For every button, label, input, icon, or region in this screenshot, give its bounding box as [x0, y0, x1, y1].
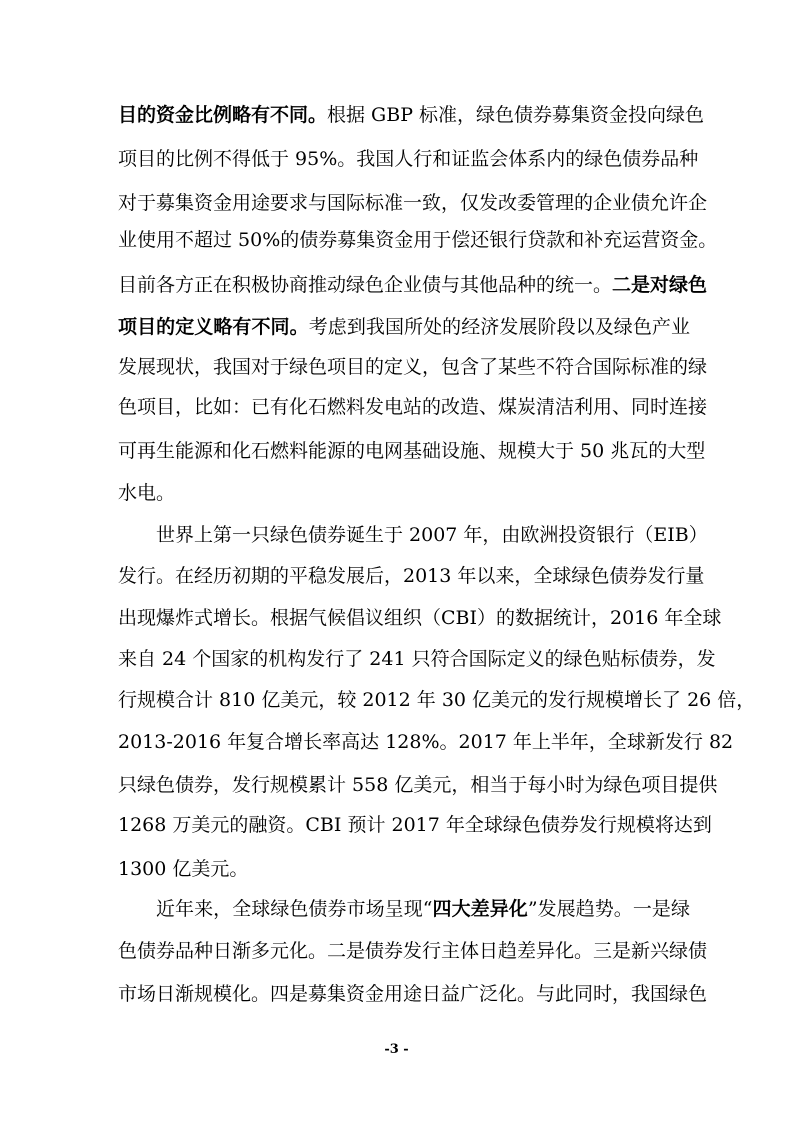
line-text: 只绿色债券，发行规模累计 558 亿美元，相当于每小时为绿色项目提供: [118, 774, 718, 796]
line-text: 可再生能源和化石燃料能源的电网基础设施、规模大于 50 兆瓦的大型: [118, 440, 706, 462]
paragraph-2-line-1: [156, 521, 708, 549]
paragraph-3-line-3: [118, 980, 708, 1008]
bold-heading-project-definition: 项目的定义略有不同。: [118, 316, 309, 338]
line-text: 业使用不超过 50%的债券募集资金用于偿还银行贷款和补充运营资金。: [118, 229, 718, 251]
line-text: 市场日渐规模化。四是募集资金用途日益广泛化。与此同时，我国绿色: [118, 983, 708, 1005]
paragraph-1-line-7: [118, 353, 708, 381]
line-text: 项目的比例不得低于 95%。我国人行和证监会体系内的绿色债券品种: [118, 148, 699, 170]
paragraph-2-line-5: [118, 686, 756, 714]
paragraph-2-line-7: [118, 771, 718, 799]
line-text: 来自 24 个国家的机构发行了 241 只符合国际定义的绿色贴标债券，发: [118, 648, 716, 670]
paragraph-1-line-2: [118, 145, 699, 173]
line-text: 世界上第一只绿色债券诞生于 2007 年，由欧洲投资银行（EIB）: [156, 524, 708, 546]
line-text: 根据 GBP 标准，绿色债券募集资金投向绿色: [327, 104, 705, 126]
paragraph-2-line-9: [118, 855, 248, 883]
line-text: 发行。在经历初期的平稳发展后，2013 年以来，全球绿色债券发行量: [118, 565, 705, 587]
line-text: 出现爆炸式增长。根据气候倡议组织（CBI）的数据统计，2016 年全球: [118, 607, 722, 629]
line-text: 1300 亿美元。: [118, 858, 249, 880]
line-text: 色项目，比如：已有化石燃料发电站的改造、煤炭清洁利用、同时连接: [118, 396, 708, 418]
paragraph-3-line-2: [118, 937, 708, 965]
page-number: -3 -: [384, 1042, 409, 1057]
paragraph-1-line-1: [118, 101, 705, 129]
bold-heading-fund-ratio: 目的资金比例略有不同。: [118, 104, 328, 126]
line-text: 近年来，全球绿色债券市场呈现: [156, 898, 423, 920]
line-text: 2013-2016 年复合增长率高达 128%。2017 年上半年，全球新发行 82: [118, 731, 734, 753]
paragraph-1-line-10: [118, 479, 175, 507]
paragraph-3-line-1: [156, 895, 690, 923]
line-text: 色债券品种日渐多元化。二是债券发行主体日趋差异化。三是新兴绿债: [118, 940, 708, 962]
line-text: 行规模合计 810 亿美元，较 2012 年 30 亿美元的发行规模增长了 26 倍，: [118, 689, 756, 711]
paragraph-2-line-2: [118, 562, 705, 590]
bold-four-differentiations: 四大差异化: [432, 898, 528, 920]
line-text: 对于募集资金用途要求与国际标准一致，仅发改委管理的企业债允许企: [118, 192, 708, 214]
paragraph-1-line-3: [118, 189, 708, 217]
paragraph-2-line-4: [118, 645, 716, 673]
line-text: 考虑到我国所处的经济发展阶段以及绿色产业: [308, 316, 690, 338]
open-quote: “: [422, 898, 433, 920]
paragraph-1-line-9: [118, 437, 706, 465]
line-text: 1268 万美元的融资。CBI 预计 2017 年全球绿色债券发行规模将达到: [118, 814, 712, 836]
bold-heading-second-point: 二是对绿色: [612, 274, 708, 296]
paragraph-1-line-8: [118, 393, 708, 421]
paragraph-1-line-6: [118, 313, 690, 341]
paragraph-2-line-8: [118, 811, 712, 839]
line-text: 水电。: [118, 482, 176, 504]
close-quote: ”: [527, 898, 538, 920]
line-text: 目前各方正在积极协商推动绿色企业债与其他品种的统一。: [118, 274, 613, 296]
paragraph-2-line-3: [118, 604, 722, 632]
line-text: 发展趋势。一是绿: [537, 898, 690, 920]
paragraph-1-line-4: [118, 226, 718, 254]
paragraph-1-line-5: [118, 271, 708, 299]
line-text: 发展现状，我国对于绿色项目的定义，包含了某些不符合国际标准的绿: [118, 356, 708, 378]
paragraph-2-line-6: [118, 728, 734, 756]
